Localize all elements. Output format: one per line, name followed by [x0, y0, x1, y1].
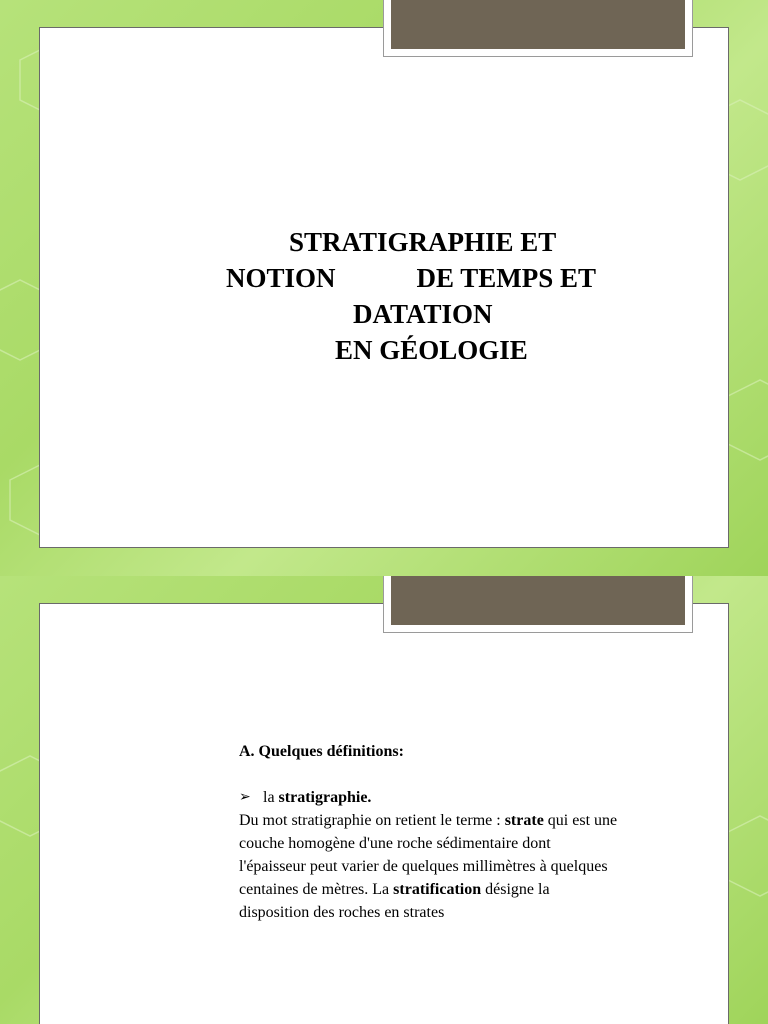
- bullet-term: stratigraphie.: [278, 789, 372, 806]
- paragraph-part-3: désigne la disposition des roches en strates: [239, 881, 550, 921]
- slide-definitions: [0, 576, 768, 1024]
- definition-paragraph: [239, 809, 619, 924]
- definitions-content: [239, 740, 619, 924]
- title-line-2: NOTION DE TEMPS ET: [226, 263, 597, 293]
- header-tab-fill: [391, 576, 685, 625]
- title-line-3: DATATION: [353, 299, 493, 329]
- header-tab: [383, 0, 693, 57]
- term-strate: strate: [504, 812, 544, 829]
- paragraph-part-2: qui est une couche homogène d'une roche sédimentaire dont l'épaisseur peut varier de quelques millimètres à quelques centaines de mètres. La: [239, 812, 618, 898]
- term-stratification: stratification: [393, 881, 482, 898]
- header-tab: [383, 576, 693, 633]
- bullet-prefix: la: [263, 789, 279, 806]
- paragraph-part-1: Du mot stratigraphie on retient le terme :: [239, 812, 505, 829]
- title-line-4: EN GÉOLOGIE: [335, 335, 528, 365]
- header-tab-fill: [391, 0, 685, 49]
- section-heading: A. Quelques définitions:: [239, 743, 404, 760]
- arrow-bullet-icon: ➢: [239, 790, 251, 805]
- slide-panel: [39, 603, 729, 1024]
- title-line-1: STRATIGRAPHIE ET: [289, 227, 557, 257]
- slide-panel: [39, 27, 729, 548]
- bullet-item: [239, 786, 619, 809]
